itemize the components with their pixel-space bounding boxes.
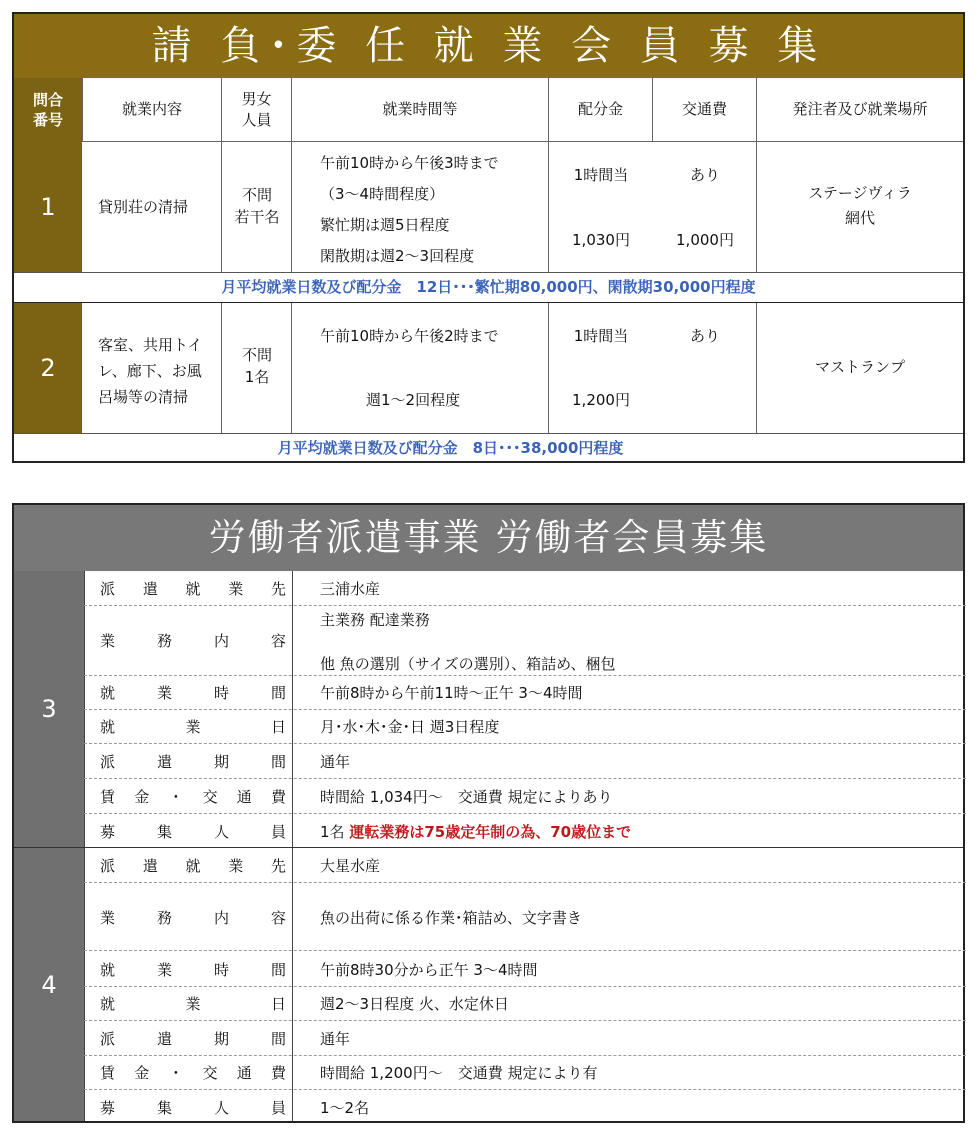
row2-pay-amount: 1,200円	[572, 391, 630, 409]
row1-hours: 午前10時から午後3時まで （3～4時間程度） 繁忙期は週5日程度 閑散期は週2～3回程度	[320, 154, 499, 265]
entry4-period: 通年	[320, 1030, 351, 1048]
row2-staff: 不問 1名	[241, 346, 272, 386]
row1-client: ステージヴィラ 網代	[808, 184, 912, 227]
label-work-3: 業 務 内 容	[100, 632, 286, 650]
row2-pay-unit: 1時間当	[573, 327, 629, 345]
entry3-hours: 午前8時から午前11時～正午 3～4時間	[320, 684, 583, 702]
entry4-days: 週2～3日程度 火、水定休日	[320, 995, 509, 1013]
entry-number-4: 4	[14, 848, 84, 1121]
row1-summary: 月平均就業日数及び配分金 12日･･･繁忙期80,000円、閑散期30,000円程度	[221, 278, 756, 296]
dispatch-jobs-panel	[12, 503, 965, 1123]
entry3-period: 通年	[320, 753, 351, 771]
row2-transport: あり	[689, 327, 720, 345]
entry4-dispatch: 大星水産	[320, 857, 381, 875]
header-job: 就業内容	[82, 78, 222, 142]
label-dispatch-3: 派 遣 就 業 先	[100, 580, 286, 598]
header-hours: 就業時間等	[292, 78, 549, 142]
row-number-2: 2	[14, 303, 82, 433]
row1-transport: あり	[689, 166, 720, 184]
label-work-4: 業 務 内 容	[100, 909, 286, 927]
label-wage-4: 賃 金 ・ 交 通 費	[100, 1064, 286, 1082]
label-hours-3: 就 業 時 間	[100, 684, 286, 702]
label-days-3: 就 業 日	[100, 718, 286, 736]
label-recruit-4: 募 集 人 員	[100, 1099, 286, 1117]
entry4-hours: 午前8時30分から正午 3～4時間	[320, 961, 538, 979]
entry4-wage: 時間給 1,200円～ 交通費 規定により有	[320, 1064, 598, 1082]
section1-title: 請 負･委 任 就 業 会 員 募 集	[14, 14, 963, 78]
entry3-work-main: 主業務 配達業務	[320, 611, 430, 629]
label-recruit-3: 募 集 人 員	[100, 823, 286, 841]
label-days-4: 就 業 日	[100, 995, 286, 1013]
entry4-recruit: 1～2名	[320, 1099, 370, 1117]
label-period-4: 派 遣 期 間	[100, 1030, 286, 1048]
row1-pay-amount: 1,030円	[572, 231, 630, 249]
label-hours-4: 就 業 時 間	[100, 961, 286, 979]
entry3-wage: 時間給 1,034円～ 交通費 規定によりあり	[320, 788, 613, 806]
row2-job: 客室、共用トイ レ、廊下、お風 呂場等の清掃	[98, 336, 203, 406]
section2-title: 労働者派遣事業 労働者会員募集	[14, 505, 963, 571]
label-period-3: 派 遣 期 間	[100, 753, 286, 771]
row1-job: 貸別荘の清掃	[98, 198, 189, 216]
entry3-days: 月･水･木･金･日 週3日程度	[320, 718, 500, 736]
label-wage-3: 賃 金 ・ 交 通 費	[100, 788, 286, 806]
header-staff: 男女 人員	[222, 78, 292, 142]
row2-client: マストランプ	[814, 358, 905, 376]
row2-hours-frequency: 週1～2回程度	[366, 391, 461, 409]
header-transport: 交通費	[653, 78, 757, 142]
entry3-recruit-note: 運転業務は75歳定年制の為、70歳位まで	[349, 823, 632, 841]
row1-staff: 不問 若干名	[234, 186, 280, 226]
row2-hours-time: 午前10時から午後2時まで	[320, 327, 499, 345]
row1-transport-amount: 1,000円	[676, 231, 734, 249]
header-inquiry-number: 問合 番号	[14, 78, 82, 142]
entry3-recruit: 1名 運転業務は75歳定年制の為、70歳位まで	[320, 823, 632, 841]
entry-number-3: 3	[14, 571, 84, 847]
header-pay: 配分金	[549, 78, 653, 142]
entry3-work-other: 他 魚の選別（サイズの選別）、箱詰め、梱包	[320, 655, 616, 673]
contract-jobs-panel	[12, 12, 965, 463]
label-dispatch-4: 派 遣 就 業 先	[100, 857, 286, 875]
row-number-1: 1	[14, 142, 82, 272]
row2-summary: 月平均就業日数及び配分金 8日･･･38,000円程度	[277, 439, 624, 457]
entry3-dispatch: 三浦水産	[320, 580, 381, 598]
header-client: 発注者及び就業場所	[757, 78, 963, 142]
entry4-work: 魚の出荷に係る作業･箱詰め、文字書き	[320, 909, 582, 927]
row1-pay-unit: 1時間当	[573, 166, 629, 184]
